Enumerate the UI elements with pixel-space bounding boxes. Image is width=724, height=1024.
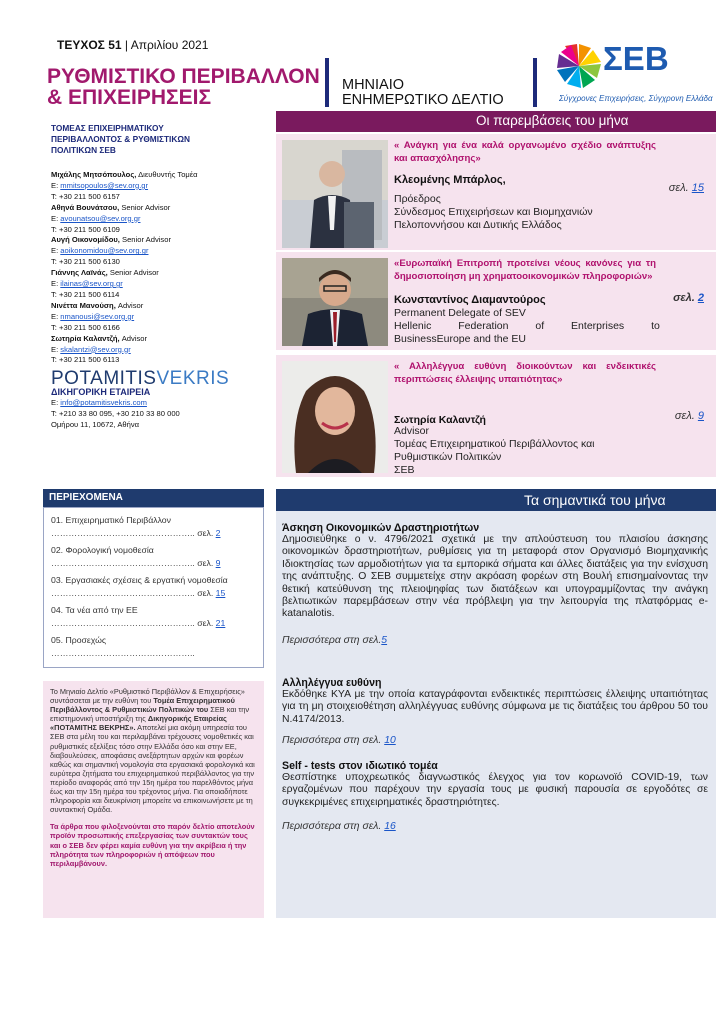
highlight-title: Άσκηση Οικονομικών Δραστηριοτήτων (282, 522, 480, 534)
contact-email (51, 312, 266, 323)
contact-name (51, 334, 266, 345)
contact-email-link[interactable]: skalantzi@sev.org.gr (60, 344, 131, 354)
affiliation-line: Τομέας Επιχειρηματικού Περιβάλλοντος και (394, 438, 595, 450)
contact-email (51, 246, 266, 257)
law-firm-phone: T: +210 33 80 095, +30 210 33 80 000 (51, 409, 180, 419)
issue-number: ΤΕΥΧΟΣ 51 (57, 38, 122, 52)
toc-entry-dots (51, 617, 256, 630)
more-label: Περισσότερα στη σελ. (282, 735, 382, 747)
law-firm-logo-light: VEKRIS (156, 368, 230, 390)
affiliation-line: Σύνδεσμος Επιχειρήσεων και Βιομηχανιών (394, 206, 593, 218)
contact-name (51, 235, 266, 246)
highlight-more (282, 635, 708, 646)
toc-entry-label: 02. Φορολογική νομοθεσία (51, 545, 154, 555)
contact-name (51, 203, 266, 214)
speaker-name: Κωνσταντίνος Διαμαντούρος (394, 294, 546, 306)
contact-role: Advisor (119, 333, 148, 343)
intervention-quote: «Ευρωπαϊκή Επιτροπή προτείνει νέους κανόνες για τη δημοσιοποίηση μη χρηματοοικονομικών πληροφοριών» (394, 258, 656, 282)
toc-entry[interactable] (51, 544, 256, 570)
law-firm-email (51, 398, 266, 409)
page-link[interactable]: 9 (697, 410, 704, 422)
contact-entry (51, 334, 266, 367)
speaker-affiliation (394, 307, 664, 346)
disclaimer-part-bold: Τομέα Επιχειρηματικού Περιβάλλοντος & Ρυθμιστικών Πολιτικών του (50, 696, 235, 715)
contact-entry (51, 235, 266, 268)
toc-entry[interactable] (51, 574, 256, 600)
more-label: Περισσότερα στη σελ. (282, 634, 382, 646)
sector-title (51, 123, 266, 156)
contact-name (51, 301, 266, 312)
highlights-heading: Τα σημαντικά του μήνα (276, 489, 716, 511)
more-label: Περισσότερα στη σελ. (282, 821, 382, 833)
email-prefix: E: (51, 246, 61, 256)
bulletin-title-line1: ΜΗΝΙΑΙΟ (342, 77, 405, 93)
intervention-card (276, 355, 716, 477)
email-prefix: E: (51, 311, 61, 321)
contact-phone: T: +30 211 500 6113 (51, 355, 120, 365)
affiliation-line: Πελοποννήσου και Δυτικής Ελλάδος (394, 219, 562, 231)
toc-page-label: σελ. (197, 528, 214, 538)
page-reference (669, 182, 704, 194)
page-label: σελ. (673, 292, 695, 304)
toc-page-link[interactable]: 15 (215, 588, 226, 598)
law-firm-label: ΔΙΚΗΓΟΡΙΚΗ ΕΤΑΙΡΕΙΑ (51, 387, 151, 398)
speaker-name: Κλεομένης Μπάρλος, (394, 174, 506, 186)
highlight-title: Self - tests στον ιδιωτικό τομέα (282, 760, 438, 773)
interventions-heading: Οι παρεμβάσεις του μήνα (276, 111, 716, 132)
highlights-panel (276, 511, 716, 918)
contact-email (51, 214, 266, 225)
contact-phone: T: +30 211 500 6157 (51, 191, 120, 201)
toc-page-link[interactable]: 2 (215, 528, 221, 538)
contact-phone: T: +30 211 500 6109 (51, 224, 120, 234)
highlight-item (282, 760, 708, 832)
contact-entry (51, 301, 266, 334)
contact-entry (51, 268, 266, 301)
sector-title-line: ΤΟΜΕΑΣ ΕΠΙΧΕΙΡΗΜΑΤΙΚΟΥ (51, 123, 164, 133)
toc-dots: ………………………………………….. (51, 618, 195, 628)
contact-email (51, 345, 266, 356)
more-page-link[interactable]: 16 (384, 821, 396, 833)
contact-role: Senior Advisor (107, 268, 159, 278)
law-firm-logo-dark: POTAMITIS (51, 368, 157, 390)
issue-date: Απριλίου 2021 (130, 38, 209, 52)
toc-dots: ………………………………………….. (51, 588, 195, 598)
toc-entry-label: 04. Τα νέα από την ΕΕ (51, 605, 138, 615)
intervention-card (276, 252, 716, 350)
contact-name-text: Σωτηρία Καλαντζή, (51, 333, 120, 343)
affiliation-line: ΣΕΒ (394, 464, 415, 476)
page-reference (673, 292, 704, 304)
affiliation-line: Advisor (394, 425, 430, 437)
disclaimer-note: Τα άρθρα που φιλοξενούνται στο παρόν δελτίο αποτελούν προϊόν προσωπικής επεξεργασίας των συντακτών τους και ο ΣΕΒ δεν φέρει καμία ευθύνη για την ακρίβεια ή την πληρότητα των πληροφοριών ή απόψεων που περιλαμβάνουν. (50, 822, 255, 868)
contents-heading: ΠΕΡΙΕΧΟΜΕΝΑ (43, 489, 264, 507)
publication-title (47, 66, 332, 108)
sector-title-line: ΠΕΡΙΒΑΛΛΟΝΤΟΣ & ΡΥΘΜΙΣΤΙΚΩΝ (51, 134, 191, 144)
divider-bar (533, 58, 537, 107)
toc-page-label: σελ. (197, 588, 214, 598)
disclaimer-part-bold: Δικηγορικής Εταιρείας «ΠΟΤΑΜΙΤΗΣ ΒΕΚΡΗΣ». (50, 714, 227, 733)
contact-name-text: Νινέττα Μανούση, (51, 300, 116, 310)
contact-entry (51, 203, 266, 236)
bulletin-title (342, 78, 504, 108)
intervention-quote: « Ανάγκη για ένα καλά οργανωμένο σχέδιο ανάπτυξης και απασχόλησης» (394, 140, 656, 164)
affiliation-line: Ρυθμιστικών Πολιτικών (394, 451, 502, 463)
page-link[interactable]: 15 (691, 182, 704, 194)
toc-entry-label: 03. Εργασιακές σχέσεις & εργατική νομοθεσία (51, 575, 228, 585)
toc-entry[interactable] (51, 634, 256, 660)
publication-title-line2: & ΕΠΙΧΕΙΡΗΣΕΙΣ (47, 86, 212, 109)
contact-email-link[interactable]: aoikonomidou@sev.org.gr (60, 246, 149, 256)
contact-name (51, 170, 266, 181)
page-reference (675, 410, 704, 422)
toc-entry[interactable] (51, 514, 256, 540)
contacts-panel (51, 123, 266, 431)
contact-phone: T: +30 211 500 6130 (51, 257, 120, 267)
highlight-more (282, 821, 708, 832)
affiliation-line: BusinessEurope and the EU (394, 333, 526, 345)
toc-page-link[interactable]: 21 (215, 618, 226, 628)
contents-list (43, 507, 264, 668)
sev-logo (555, 40, 713, 108)
intervention-card (276, 134, 716, 250)
page-link[interactable]: 2 (697, 292, 704, 304)
highlight-item (282, 677, 708, 746)
contact-role: Διευθυντής Τομέα (136, 170, 198, 179)
contact-role: Senior Advisor (119, 235, 171, 245)
contact-entry (51, 170, 266, 203)
toc-dots: ………………………………………….. (51, 558, 195, 568)
highlight-body: Θεσπίστηκε υποχρεωτικός διαγνωστικός έλεγχος για τον κορωνοϊό COVID-19, των εργαζομένων που παρέχουν την εργασία τους με φυσική παρουσία σε εργοδότες σε συγκεκριμένες επιχειρηματικές δραστηριότητες. (282, 772, 708, 808)
contact-role: Senior Advisor (119, 202, 171, 212)
toc-entry-label: 05. Προσεχώς (51, 635, 107, 645)
toc-entry-dots (51, 527, 256, 540)
sector-title-line: ΠΟΛΙΤΙΚΩΝ ΣΕΒ (51, 145, 116, 155)
contact-email-link[interactable]: ilainas@sev.org.gr (60, 279, 123, 289)
toc-dots: ………………………………………….. (51, 648, 195, 658)
divider-bar (325, 58, 329, 107)
sev-logo-mark-icon (555, 42, 603, 90)
contact-name-text: Αθηνά Βουνάτσου, (51, 202, 120, 212)
toc-page-link[interactable]: 9 (215, 558, 221, 568)
toc-entry[interactable] (51, 604, 256, 630)
contact-email-link[interactable]: mmitsopoulos@sev.org.gr (60, 180, 149, 190)
email-prefix: E: (51, 180, 61, 190)
page-label: σελ. (668, 182, 689, 194)
issue-info: ΤΕΥΧΟΣ 51 | Απριλίου 2021 (57, 38, 209, 52)
contact-name-text: Γιάννης Λαϊνάς, (51, 268, 108, 278)
law-firm-email-link[interactable]: info@potamitisvekris.com (60, 398, 147, 408)
email-prefix: E: (51, 398, 61, 408)
contact-name (51, 268, 266, 279)
contact-role: Advisor (115, 300, 144, 310)
law-firm-logo (51, 368, 266, 390)
highlight-title: Αλληλέγγυα ευθύνη (282, 676, 382, 689)
speaker-photo (282, 361, 388, 473)
speaker-affiliation (394, 425, 664, 477)
speaker-photo (282, 258, 388, 346)
contact-email-link[interactable]: avounatsou@sev.org.gr (60, 213, 141, 223)
highlight-more (282, 735, 708, 746)
more-page-link[interactable]: 5 (381, 634, 388, 646)
toc-entry-label: 01. Επιχειρηματικό Περιβάλλον (51, 515, 171, 525)
speaker-photo (282, 140, 388, 248)
highlight-body: Εκδόθηκε ΚΥΑ με την οποία καταγράφονται ενδεικτικές περιπτώσεις έλλειψης υπαιτιότητας για τη μη στοιχειοθέτηση αλληλέγγυας ευθύνης σύμφωνα με τις διατάξεις του άρθρου 50 του Ν.4174/2013. (282, 688, 708, 725)
sev-logo-text: ΣΕΒ (603, 40, 669, 77)
disclaimer-box (43, 681, 264, 918)
page-label: σελ. (674, 410, 695, 422)
contact-email-link[interactable]: nmanousi@sev.org.gr (60, 311, 135, 321)
contact-phone: T: +30 211 500 6166 (51, 322, 120, 332)
speaker-affiliation (394, 193, 664, 232)
affiliation-line: Πρόεδρος (394, 193, 441, 205)
email-prefix: E: (51, 344, 61, 354)
disclaimer-text (50, 687, 257, 814)
toc-entry-dots (51, 647, 256, 660)
email-prefix: E: (51, 213, 61, 223)
contact-phone: T: +30 211 500 6114 (51, 289, 120, 299)
disclaimer-part: Αποτελεί μια ακόμη υπηρεσία του ΣΕΒ στα μέλη του και περιλαμβάνει τρέχουσες νομοθετικές και ρυθμιστικές εξελίξεις τόσο στην Ελλάδα όσο και στην ΕΕ, διαβουλεύσεις, αποφάσεις ανεξάρτητων αρχών και φορέων καθώς και σημαντική νομολογία στα εργασιακά φορολογικά και ευρύτερα ζητήματα του επιχειρηματικού περιβάλλοντος για την περίοδο αναφοράς από την 15η ημέρα του παρελθόντος μήνα έως και την 15η ημέρα του τρέχοντος μήνα. Για οποιαδήποτε πληροφορία και διευκρίνιση μπορείτε να επικοινωνήσετε με τη συντακτική Ομάδα. (50, 723, 255, 815)
bulletin-title-line2: ΕΝΗΜΕΡΩΤΙΚΟ ΔΕΛΤΙΟ (342, 92, 504, 108)
affiliation-line: Permanent Delegate of SEV (394, 307, 526, 319)
more-page-link[interactable]: 10 (384, 735, 396, 747)
contact-email (51, 279, 266, 290)
contact-name-text: Μιχάλης Μητσόπουλος, (51, 170, 137, 179)
affiliation-line: Hellenic Federation of Enterprises to (394, 320, 660, 332)
toc-entry-dots (51, 587, 256, 600)
speaker-name: Σωτηρία Καλαντζή (394, 414, 486, 426)
toc-dots: ………………………………………….. (51, 528, 195, 538)
disclaimer-part: ΣΕΒ και την επιστημονική υποστήριξη της (50, 705, 250, 724)
sev-logo-tagline: Σύγχρονες Επιχειρήσεις, Σύγχρονη Ελλάδα (559, 94, 713, 103)
toc-entry-dots (51, 557, 256, 570)
toc-page-label: σελ. (197, 618, 214, 628)
contact-email (51, 181, 266, 192)
publication-title-line1: ΡΥΘΜΙΣΤΙΚΟ ΠΕΡΙΒΑΛΛΟΝ (47, 65, 320, 88)
toc-page-label: σελ. (197, 558, 214, 568)
email-prefix: E: (51, 279, 61, 289)
contact-name-text: Αυγή Οικονομίδου, (51, 235, 120, 245)
highlight-body: Δημοσιεύθηκε ο ν. 4796/2021 σχετικά με την απλούστευση του πλαισίου άσκησης οικονομικών δραστηριοτήτων, ρυθμίσεις για τη μεταφορά στον Οργανισμό Βιομηχανικής Ιδιοκτησίας των αρμοδιοτήτων για τα εμπορικά σήματα και άλλες διατάξεις για την ενίσχυση της ανάπτυξης. Ο ΣΕΒ συμμετείχε στην ακρόαση φορέων στη Βουλή επισημαίνοντας την θετική κατεύθυνση της πλειοψηφίας των διατάξεων και υπογραμμίζοντας την ανάγκη βελτιωτικών παρεμβάσεων στην νέα πρόβλεψη για την λειτουργία της πλατφόρμας e-katanalotis. (282, 534, 708, 620)
disclaimer-part: Το Μηνιαίο Δελτίο «Ρυθμιστικό Περιβάλλον & Επιχειρήσεις» συντάσσεται με την ευθύνη του (50, 687, 245, 706)
intervention-quote: « Αλληλέγγυα ευθύνη διοικούντων και ενδεικτικές περιπτώσεις έλλειψης υπαιτιότητας» (394, 361, 656, 385)
highlight-item (282, 522, 708, 646)
law-firm-address: Ομήρου 11, 10672, Αθήνα (51, 419, 140, 429)
